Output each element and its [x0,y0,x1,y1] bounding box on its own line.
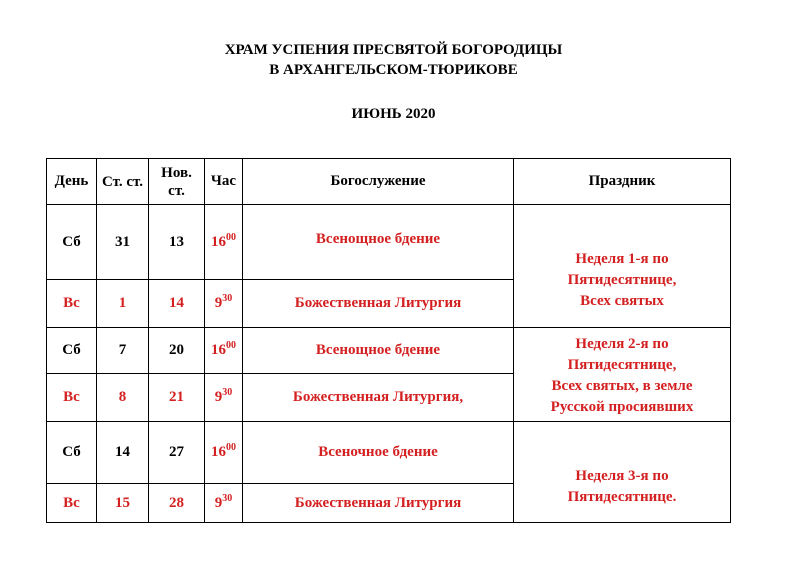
feast-line: Русской просиявших [550,398,694,415]
hour-cell: $16^{00}$ [205,422,243,484]
church-location: В АРХАНГЕЛЬСКОМ-ТЮРИКОВЕ [269,62,518,78]
day-cell: Сб [47,422,97,484]
table-row [47,422,731,484]
new-style-cell: 27 [149,422,205,484]
header-feast: Праздник [514,159,731,205]
service-cell: Всеночное бдение [243,422,514,484]
day-cell: Сб [47,328,97,374]
day-cell: Вс [47,280,97,328]
old-style-cell: 8 [97,374,149,422]
header-old-style: Ст. ст. [97,159,149,205]
hour-cell: $9^{30}$ [205,484,243,523]
feast-line: Неделя 3-я по [575,468,669,484]
old-style-cell: 1 [97,280,149,328]
new-style-cell: 20 [149,328,205,374]
old-style-cell: 14 [97,422,149,484]
hour-cell: $9^{30}$ [205,280,243,328]
feast-line: Неделя 1-я по [575,250,669,267]
table-row [47,328,731,374]
header-new-style: Нов. ст. [149,159,205,205]
day-cell: Вс [47,374,97,422]
service-cell: Божественная Литургия, [243,374,514,422]
schedule-table [46,158,731,523]
feast-line: Пятидесятнице. [567,489,677,505]
feast-line: Пятидесятнице, [567,271,677,288]
table-row [47,205,731,280]
header-day: День [47,159,97,205]
service-cell: Божественная Литургия [243,280,514,328]
hour-cell: $16^{00}$ [205,205,243,280]
header-hour: Час [205,159,243,205]
service-cell: Всенощное бдение [243,328,514,374]
header-service: Богослужение [243,159,514,205]
feast-line: Всех святых [580,292,664,309]
new-style-cell: 28 [149,484,205,523]
hour-cell: $16^{00}$ [205,328,243,374]
new-style-cell: 14 [149,280,205,328]
service-cell: Всенощное бдение [243,205,514,280]
church-title: ХРАМ УСПЕНИЯ ПРЕСВЯТОЙ БОГОРОДИЦЫ [224,42,563,58]
hour-cell: $9^{30}$ [205,374,243,422]
feast-cell [514,205,731,328]
feast-line: Всех святых, в земле [551,377,693,394]
feast-cell [514,422,731,523]
new-style-cell: 13 [149,205,205,280]
old-style-cell: 15 [97,484,149,523]
old-style-cell: 31 [97,205,149,280]
service-cell: Божественная Литургия [243,484,514,523]
day-cell: Сб [47,205,97,280]
feast-line: Пятидесятнице, [567,356,677,373]
new-style-cell: 21 [149,374,205,422]
month-title: ИЮНЬ 2020 [351,106,436,122]
day-cell: Вс [47,484,97,523]
feast-line: Неделя 2-я по [575,335,669,352]
old-style-cell: 7 [97,328,149,374]
feast-cell [514,328,731,422]
header-row [47,159,731,205]
